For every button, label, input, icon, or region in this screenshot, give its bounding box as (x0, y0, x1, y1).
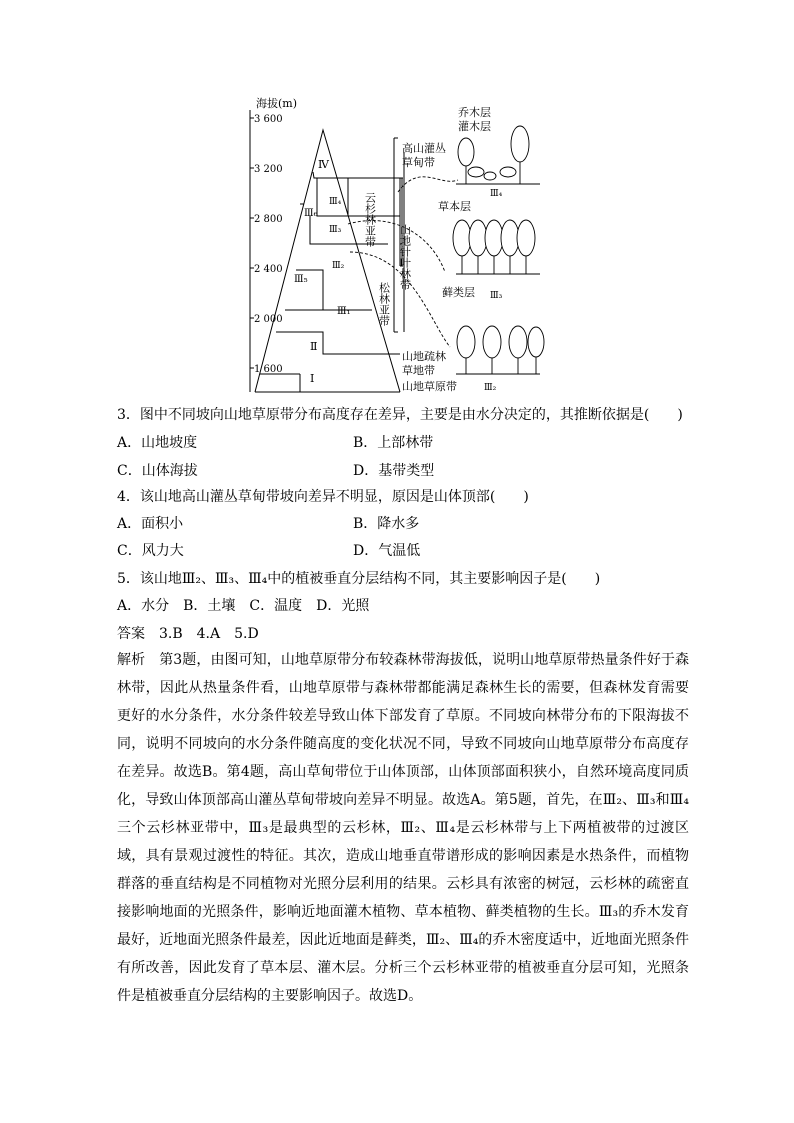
vegetation-panel-iii4 (456, 126, 540, 184)
zone-label: Ⅲ₁ (337, 306, 351, 317)
question-5-options: A．水分 B．土壤 C．温度 D．光照 (117, 598, 370, 614)
question-4-stem: 4．该山地高山灌丛草甸带坡向差异不明显，原因是山体顶部( ) (117, 489, 529, 505)
panel-label: Ⅲ₄ (490, 189, 503, 199)
belt-label-steppe: 山地草原带 (402, 380, 457, 393)
tick-label: 2 800 (254, 214, 283, 225)
question-4-option-a: A．面积小 (117, 516, 184, 532)
layer-label-moss: 藓类层 (442, 286, 475, 299)
y-axis-ticks (250, 114, 283, 375)
tick-label: 2 000 (254, 314, 283, 325)
belt-labels (364, 141, 458, 393)
belt-label-alpine-meadow: 草甸带 (402, 156, 435, 169)
zone-label: Ⅲ₂ (332, 261, 345, 271)
answer-line: 答案 3.B 4.A 5.D (117, 626, 259, 642)
zone-label: Ⅲ₅ (294, 274, 308, 285)
question-4-option-b: B．降水多 (353, 516, 420, 532)
question-4-option-d: D．气温低 (353, 543, 421, 559)
tick-label: 3 200 (254, 164, 283, 175)
zone-label: Ⅳ (318, 158, 329, 171)
tick-label: 1 600 (254, 364, 283, 375)
vegetation-panel-iii2 (456, 326, 544, 374)
zone-label: Ⅰ (310, 372, 315, 385)
tick-label: 2 400 (254, 264, 283, 275)
tick-label: 3 600 (254, 114, 283, 125)
panel-label: Ⅲ₃ (490, 291, 503, 301)
belt-label-alpine-shrub: 高山灌丛 (402, 142, 446, 155)
question-3-option-b: B．上部林带 (353, 435, 434, 451)
belt-label-spruce: 云杉林亚带 (363, 192, 377, 247)
belt-label-grassland: 草地带 (402, 364, 435, 377)
layer-label-herb: 草本层 (438, 200, 471, 213)
mountain-vegetation-zone-diagram (240, 92, 560, 402)
question-4-option-c: C．风力大 (117, 543, 184, 559)
belt-label-pine: 松林亚带 (377, 282, 391, 326)
zone-label: Ⅲ₆ (304, 208, 318, 219)
question-5-stem: 5．该山地Ⅲ₂、Ⅲ₃、Ⅲ₄中的植被垂直分层结构不同，其主要影响因子是( ) (117, 571, 601, 587)
zone-label: Ⅲ₃ (329, 225, 342, 235)
zone-label: Ⅲ₄ (329, 197, 342, 207)
belt-label-sparse-forest: 山地疏林 (402, 350, 446, 363)
layer-label-shrub: 灌木层 (458, 120, 491, 133)
question-3-stem: 3．图中不同坡向山地草原带分布高度存在差异，主要是由水分决定的，其推断依据是( ) (117, 407, 683, 423)
analysis-paragraph: 解析 第3题，由图可知，山地草原带分布较森林带海拔低，说明山地草原带热量条件好于森林带，因此从热量条件看，山地草原带与森林带都能满足森林生长的需要，但森林发育需要更好的水分条件，水分条件较差导致山体下部发育了草原。不同坡向林带分布的下限海拔不同，说明不同坡向的水分条件随高度的变化状况不同，导致不同坡向山地草原带分布高度存在差异。故选B。第4题，高山草甸带位于山体顶部，山体顶部面积狭小，自然环境高度同质化，导致山体顶部高山灌丛草甸带坡向差异不明显。故选A。第5题，首先，在Ⅲ₂、Ⅲ₃和Ⅲ₄三个云杉林亚带中，Ⅲ₃是最典型的云杉林，Ⅲ₂、Ⅲ₄是云杉林带与上下两植被带的过渡区域，具有景观过渡性的特征。其次，造成山地垂直带谱形成的影响因素是水热条件，而植物群落的垂直结构是不同植物对光照分层利用的结果。云杉具有浓密的树冠，云杉林的疏密直接影响地面的光照条件，影响近地面灌木植物、草本植物、藓类植物的生长。Ⅲ₃的乔木发育最好，近地面光照条件最差，因此近地面是藓类，Ⅲ₂、Ⅲ₄的乔木密度适中，近地面光照条件有所改善，因此发育了草本层、灌木层。分析三个云杉林亚带的植被垂直分层可知，光照条件是植被垂直分层结构的主要影响因子。故选D。 (117, 652, 689, 1004)
question-3-option-c: C．山体海拔 (117, 463, 198, 479)
belt-label-conifer: 山地针叶林带 (398, 224, 412, 290)
layer-label-tree: 乔木层 (458, 106, 491, 119)
question-3-option-a: A．山地坡度 (117, 435, 198, 451)
zone-label: Ⅱ (310, 340, 318, 353)
y-axis-label: 海拔(m) (256, 97, 298, 110)
panel-label: Ⅲ₂ (484, 383, 497, 393)
vegetation-panel-iii3 (453, 220, 540, 274)
question-3-option-d: D．基带类型 (353, 463, 435, 479)
